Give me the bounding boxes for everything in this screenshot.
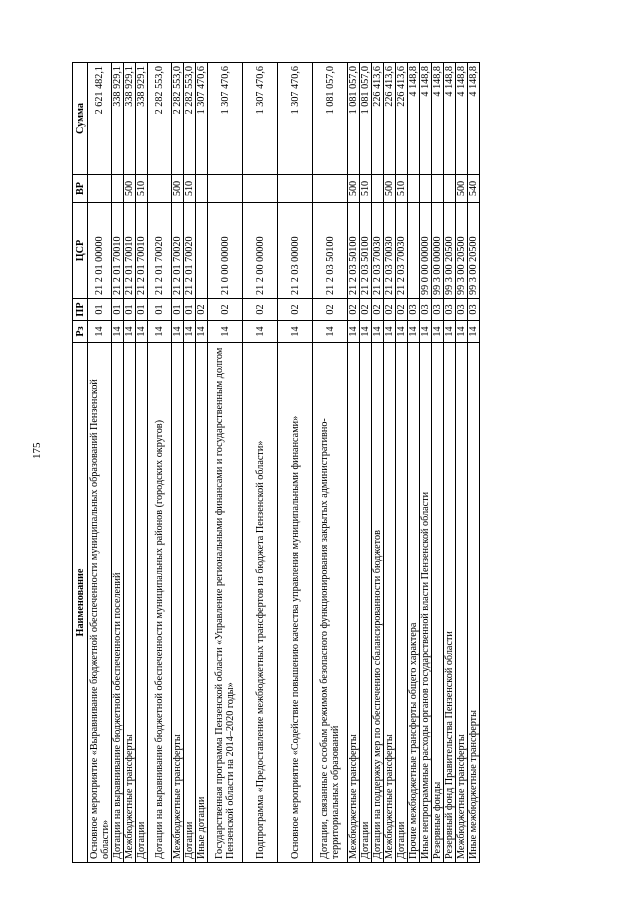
cell-name: Дотации xyxy=(360,343,372,863)
cell-name: Подпрограмма «Предоставление межбюджетных трансфертов из бюджета Пензенской области» xyxy=(243,343,278,863)
cell-pr: 03 xyxy=(444,299,456,321)
cell-sum: 4 148,8 xyxy=(456,63,468,175)
cell-vr: 500 xyxy=(124,175,136,203)
cell-pr: 03 xyxy=(456,299,468,321)
cell-name: Иные межбюджетные трансферты xyxy=(468,343,480,863)
table-row xyxy=(208,63,243,863)
cell-csr: 21 2 01 70010 xyxy=(136,203,148,299)
cell-vr: 510 xyxy=(136,175,148,203)
cell-rz: 14 xyxy=(88,321,112,343)
cell-csr: 21 2 03 50100 xyxy=(360,203,372,299)
cell-vr xyxy=(420,175,432,203)
cell-pr: 01 xyxy=(112,299,124,321)
cell-csr: 99 0 00 00000 xyxy=(420,203,432,299)
cell-csr: 21 2 03 70030 xyxy=(372,203,384,299)
cell-sum: 226 413,6 xyxy=(396,63,408,175)
table-header-row xyxy=(73,63,88,863)
cell-name: Основное мероприятие «Выравнивание бюджетной обеспеченности муниципальных образований Пензенской области» xyxy=(88,343,112,863)
cell-vr: 510 xyxy=(396,175,408,203)
cell-name: Иные непрограммные расходы органов государственной власти Пензенской области xyxy=(420,343,432,863)
cell-sum: 4 148,8 xyxy=(408,63,420,175)
cell-csr: 99 3 00 20500 xyxy=(456,203,468,299)
table-row xyxy=(444,63,456,863)
cell-rz: 14 xyxy=(278,321,313,343)
cell-sum: 1 307 470,6 xyxy=(243,63,278,175)
table-row xyxy=(313,63,348,863)
cell-sum: 338 929,1 xyxy=(112,63,124,175)
cell-name: Дотации xyxy=(136,343,148,863)
cell-pr: 02 xyxy=(313,299,348,321)
table-row xyxy=(408,63,420,863)
cell-rz: 14 xyxy=(444,321,456,343)
cell-vr xyxy=(444,175,456,203)
table-row xyxy=(420,63,432,863)
cell-vr: 500 xyxy=(348,175,360,203)
cell-name: Государственная программа Пензенской области «Управление региональными финансами и государственным долгом Пензенской области на 2014–2020 годы» xyxy=(208,343,243,863)
cell-name: Основное мероприятие «Содействие повышению качества управления муниципальными финансами» xyxy=(278,343,313,863)
cell-pr: 01 xyxy=(172,299,184,321)
cell-pr: 02 xyxy=(372,299,384,321)
table-row xyxy=(124,63,136,863)
cell-name: Межбюджетные трансферты xyxy=(456,343,468,863)
cell-pr: 01 xyxy=(184,299,196,321)
cell-rz: 14 xyxy=(112,321,124,343)
cell-pr: 01 xyxy=(136,299,148,321)
cell-rz: 14 xyxy=(124,321,136,343)
header-pr: ПР xyxy=(73,299,88,321)
cell-csr: 21 2 03 50100 xyxy=(348,203,360,299)
cell-vr: 500 xyxy=(384,175,396,203)
cell-pr: 02 xyxy=(360,299,372,321)
cell-csr: 21 2 03 70030 xyxy=(384,203,396,299)
cell-sum: 338 929,1 xyxy=(124,63,136,175)
cell-rz: 14 xyxy=(172,321,184,343)
cell-vr: 500 xyxy=(172,175,184,203)
cell-vr xyxy=(432,175,444,203)
cell-sum: 1 307 470,6 xyxy=(278,63,313,175)
cell-vr xyxy=(208,175,243,203)
cell-pr: 02 xyxy=(208,299,243,321)
cell-name: Дотации на выравнивание бюджетной обеспеченности муниципальных районов (городских округов) xyxy=(148,343,172,863)
cell-csr: 21 2 01 70010 xyxy=(112,203,124,299)
cell-sum: 2 282 553,0 xyxy=(184,63,196,175)
page-number: 175 xyxy=(31,442,43,459)
cell-name: Дотации xyxy=(184,343,196,863)
cell-name: Резервные фонды xyxy=(432,343,444,863)
cell-name: Межбюджетные трансферты xyxy=(124,343,136,863)
table-row xyxy=(360,63,372,863)
cell-name: Иные дотации xyxy=(196,343,208,863)
cell-name: Резервный фонд Правительства Пензенской области xyxy=(444,343,456,863)
cell-csr: 21 2 01 70020 xyxy=(184,203,196,299)
cell-vr xyxy=(278,175,313,203)
table-row xyxy=(278,63,313,863)
cell-vr xyxy=(88,175,112,203)
cell-csr: 99 3 00 20500 xyxy=(444,203,456,299)
cell-sum: 1 307 470,6 xyxy=(196,63,208,175)
cell-pr: 02 xyxy=(396,299,408,321)
cell-rz: 14 xyxy=(136,321,148,343)
table-row xyxy=(112,63,124,863)
cell-rz: 14 xyxy=(468,321,480,343)
cell-vr: 540 xyxy=(468,175,480,203)
cell-vr xyxy=(148,175,172,203)
cell-rz: 14 xyxy=(243,321,278,343)
cell-sum: 1 081 057,0 xyxy=(348,63,360,175)
cell-rz: 14 xyxy=(313,321,348,343)
cell-sum: 4 148,8 xyxy=(468,63,480,175)
cell-csr: 21 2 01 00000 xyxy=(88,203,112,299)
cell-rz: 14 xyxy=(396,321,408,343)
cell-rz: 14 xyxy=(372,321,384,343)
cell-rz: 14 xyxy=(196,321,208,343)
cell-csr: 21 2 03 50100 xyxy=(313,203,348,299)
header-rz: Рз xyxy=(73,321,88,343)
cell-vr xyxy=(408,175,420,203)
cell-name: Дотации на поддержку мер по обеспечению сбалансированности бюджетов xyxy=(372,343,384,863)
cell-sum: 2 621 482,1 xyxy=(88,63,112,175)
table-row xyxy=(88,63,112,863)
cell-vr xyxy=(313,175,348,203)
cell-pr: 01 xyxy=(88,299,112,321)
table-row xyxy=(348,63,360,863)
cell-sum: 338 929,1 xyxy=(136,63,148,175)
cell-pr: 02 xyxy=(348,299,360,321)
cell-sum: 2 282 553,0 xyxy=(148,63,172,175)
cell-rz: 14 xyxy=(348,321,360,343)
cell-vr: 510 xyxy=(360,175,372,203)
cell-rz: 14 xyxy=(208,321,243,343)
cell-name: Прочие межбюджетные трансферты общего характера xyxy=(408,343,420,863)
cell-csr: 21 2 03 70030 xyxy=(396,203,408,299)
cell-csr xyxy=(408,203,420,299)
cell-rz: 14 xyxy=(384,321,396,343)
table-row xyxy=(432,63,444,863)
cell-rz: 14 xyxy=(184,321,196,343)
cell-rz: 14 xyxy=(456,321,468,343)
cell-sum: 4 148,8 xyxy=(432,63,444,175)
cell-csr xyxy=(196,203,208,299)
budget-table xyxy=(72,62,480,863)
table-row xyxy=(184,63,196,863)
table-row xyxy=(243,63,278,863)
cell-pr: 03 xyxy=(408,299,420,321)
cell-vr xyxy=(196,175,208,203)
cell-pr: 02 xyxy=(384,299,396,321)
table-row xyxy=(172,63,184,863)
cell-sum: 4 148,8 xyxy=(444,63,456,175)
cell-name: Межбюджетные трансферты xyxy=(172,343,184,863)
cell-sum: 226 413,6 xyxy=(372,63,384,175)
table-row xyxy=(372,63,384,863)
cell-rz: 14 xyxy=(420,321,432,343)
table-row xyxy=(148,63,172,863)
cell-vr xyxy=(112,175,124,203)
cell-csr: 21 2 01 70020 xyxy=(148,203,172,299)
cell-name: Межбюджетные трансферты xyxy=(384,343,396,863)
cell-vr: 500 xyxy=(456,175,468,203)
header-sum: Сумма xyxy=(73,63,88,175)
header-csr: ЦСР xyxy=(73,203,88,299)
table-row xyxy=(456,63,468,863)
cell-rz: 14 xyxy=(360,321,372,343)
cell-sum: 226 413,6 xyxy=(384,63,396,175)
cell-rz: 14 xyxy=(432,321,444,343)
cell-sum: 1 081 057,0 xyxy=(313,63,348,175)
cell-csr: 99 3 00 00000 xyxy=(432,203,444,299)
cell-csr: 21 2 01 70020 xyxy=(172,203,184,299)
rotated-page-content xyxy=(72,63,480,863)
cell-name: Дотации, связанные с особым режимом безопасного функционирования закрытых административно-территориальных образований xyxy=(313,343,348,863)
cell-sum: 4 148,8 xyxy=(420,63,432,175)
cell-csr: 21 2 00 00000 xyxy=(243,203,278,299)
cell-name: Дотации на выравнивание бюджетной обеспеченности поселений xyxy=(112,343,124,863)
cell-csr: 21 2 01 70010 xyxy=(124,203,136,299)
cell-csr: 21 0 00 00000 xyxy=(208,203,243,299)
cell-csr: 21 2 03 00000 xyxy=(278,203,313,299)
cell-vr xyxy=(243,175,278,203)
cell-pr: 03 xyxy=(420,299,432,321)
cell-sum: 2 282 553,0 xyxy=(172,63,184,175)
cell-pr: 02 xyxy=(196,299,208,321)
cell-pr: 02 xyxy=(278,299,313,321)
table-row xyxy=(396,63,408,863)
cell-rz: 14 xyxy=(148,321,172,343)
cell-name: Дотации xyxy=(396,343,408,863)
cell-sum: 1 081 057,0 xyxy=(360,63,372,175)
cell-rz: 14 xyxy=(408,321,420,343)
cell-pr: 01 xyxy=(124,299,136,321)
cell-vr xyxy=(372,175,384,203)
table-row xyxy=(384,63,396,863)
cell-pr: 03 xyxy=(432,299,444,321)
table-row xyxy=(196,63,208,863)
cell-pr: 03 xyxy=(468,299,480,321)
table-row xyxy=(468,63,480,863)
cell-name: Межбюджетные трансферты xyxy=(348,343,360,863)
cell-sum: 1 307 470,6 xyxy=(208,63,243,175)
cell-vr: 510 xyxy=(184,175,196,203)
header-name: Наименование xyxy=(73,343,88,863)
cell-pr: 01 xyxy=(148,299,172,321)
table-body xyxy=(88,63,480,863)
header-vr: ВР xyxy=(73,175,88,203)
cell-csr: 99 3 00 20500 xyxy=(468,203,480,299)
cell-pr: 02 xyxy=(243,299,278,321)
table-row xyxy=(136,63,148,863)
